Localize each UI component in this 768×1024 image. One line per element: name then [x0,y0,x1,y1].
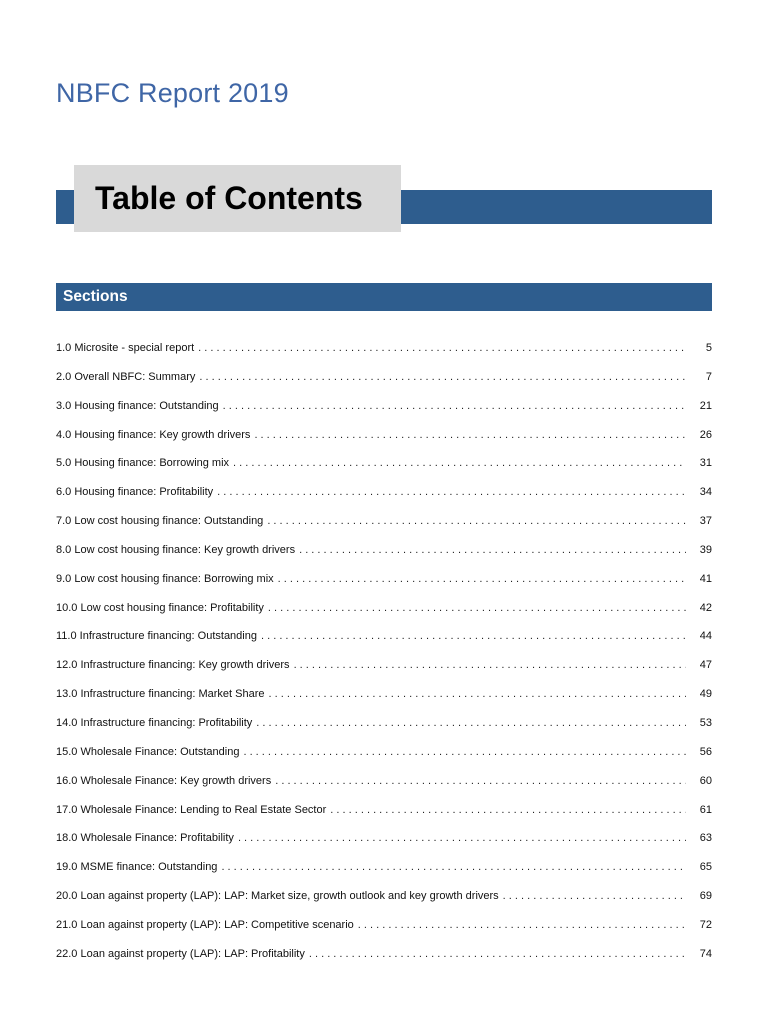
toc-entry-title: 1.0 Microsite - special report [56,342,195,354]
dot-leader [503,882,686,911]
dot-leader [358,911,686,940]
dot-leader [294,651,686,680]
dot-leader [233,449,686,478]
toc-entry[interactable] [56,882,712,911]
toc-entry-title: 7.0 Low cost housing finance: Outstanding [56,515,264,528]
toc-heading: Table of Contents [95,180,363,216]
dot-leader [238,824,686,853]
toc-entry-title: 15.0 Wholesale Finance: Outstanding [56,745,240,758]
toc-entry-title: 22.0 Loan against property (LAP): LAP: Profitability [56,947,305,960]
toc-entry-page: 39 [699,543,712,556]
toc-entry[interactable] [56,940,712,969]
toc-entry-page: 65 [699,861,712,874]
toc-entry-page: 31 [699,457,712,470]
dot-leader [198,334,686,363]
dot-leader [243,738,686,767]
toc-entry-page: 47 [699,659,712,672]
toc-entry[interactable] [56,824,712,853]
toc-entry-title: 6.0 Housing finance: Profitability [56,486,214,499]
toc-entry-title: 18.0 Wholesale Finance: Profitability [56,832,234,845]
dot-leader [254,421,686,450]
toc-entry-page: 49 [699,688,712,701]
toc-entry[interactable] [56,421,712,450]
toc-entry-page: 53 [699,716,712,729]
dot-leader [199,363,686,392]
toc-entry-page: 5 [705,342,712,354]
toc-entry-page: 72 [699,918,712,931]
toc-entry-page: 60 [699,774,712,787]
toc-entry[interactable] [56,622,712,651]
toc-entry-title: 12.0 Infrastructure financing: Key growth drivers [56,659,290,672]
toc-entry-title: 17.0 Wholesale Finance: Lending to Real Estate Sector [56,803,327,816]
toc-entry-title: 3.0 Housing finance: Outstanding [56,399,219,412]
toc-entry[interactable] [56,853,712,882]
dot-leader [223,392,686,421]
toc-entry-title: 2.0 Overall NBFC: Summary [56,370,196,383]
toc-entry[interactable] [56,911,712,940]
toc-entry[interactable] [56,507,712,536]
toc-entry-page: 37 [699,515,712,528]
toc-entry-title: 20.0 Loan against property (LAP): LAP: Market size, growth outlook and key growth drivers [56,890,499,903]
toc-entry[interactable] [56,738,712,767]
toc-entry[interactable] [56,709,712,738]
toc-entry-page: 41 [699,572,712,585]
toc-entry[interactable] [56,594,712,623]
toc-entry[interactable] [56,392,712,421]
toc-entry-page: 74 [699,947,712,960]
dot-leader [217,478,686,507]
report-title: NBFC Report 2019 [56,78,289,108]
toc-entry-page: 34 [699,486,712,499]
dot-leader [267,507,686,536]
toc-entry-page: 26 [699,428,712,441]
toc-entry-title: 13.0 Infrastructure financing: Market Share [56,688,265,701]
toc-entry-title: 21.0 Loan against property (LAP): LAP: Competitive scenario [56,918,354,931]
toc-heading-box [74,165,401,232]
dot-leader [299,536,686,565]
sections-label: Sections [63,288,128,305]
toc-entry-title: 10.0 Low cost housing finance: Profitability [56,601,264,614]
dot-leader [256,709,686,738]
toc-entry[interactable] [56,651,712,680]
toc-entry-title: 9.0 Low cost housing finance: Borrowing mix [56,572,274,585]
dot-leader [309,940,686,969]
toc-entry-title: 14.0 Infrastructure financing: Profitability [56,716,253,729]
toc-entry-page: 7 [705,370,712,383]
dot-leader [278,565,686,594]
toc-entry-title: 11.0 Infrastructure financing: Outstanding [56,630,257,643]
toc-entry[interactable] [56,478,712,507]
toc-entry-title: 8.0 Low cost housing finance: Key growth drivers [56,543,296,556]
toc-entry-page: 63 [699,832,712,845]
toc-entry-page: 69 [699,890,712,903]
dot-leader [268,594,686,623]
toc-entry[interactable] [56,449,712,478]
toc-entry-page: 42 [699,601,712,614]
toc-entry-title: 5.0 Housing finance: Borrowing mix [56,457,230,470]
toc-list [56,334,712,969]
toc-entry-title: 4.0 Housing finance: Key growth drivers [56,428,251,441]
toc-entry-page: 61 [699,803,712,816]
sections-header-bar [56,283,712,311]
dot-leader [275,767,686,796]
toc-entry[interactable] [56,363,712,392]
toc-entry-page: 44 [699,630,712,643]
dot-leader [269,680,687,709]
toc-entry[interactable] [56,565,712,594]
toc-entry[interactable] [56,680,712,709]
toc-entry-title: 16.0 Wholesale Finance: Key growth drivers [56,774,272,787]
toc-entry-page: 56 [699,745,712,758]
dot-leader [261,622,686,651]
toc-entry-page: 21 [699,399,712,412]
toc-entry[interactable] [56,536,712,565]
toc-entry-title: 19.0 MSME finance: Outstanding [56,861,218,874]
dot-leader [330,796,686,825]
toc-entry[interactable] [56,767,712,796]
toc-entry[interactable] [56,334,712,363]
toc-entry[interactable] [56,796,712,825]
dot-leader [221,853,686,882]
